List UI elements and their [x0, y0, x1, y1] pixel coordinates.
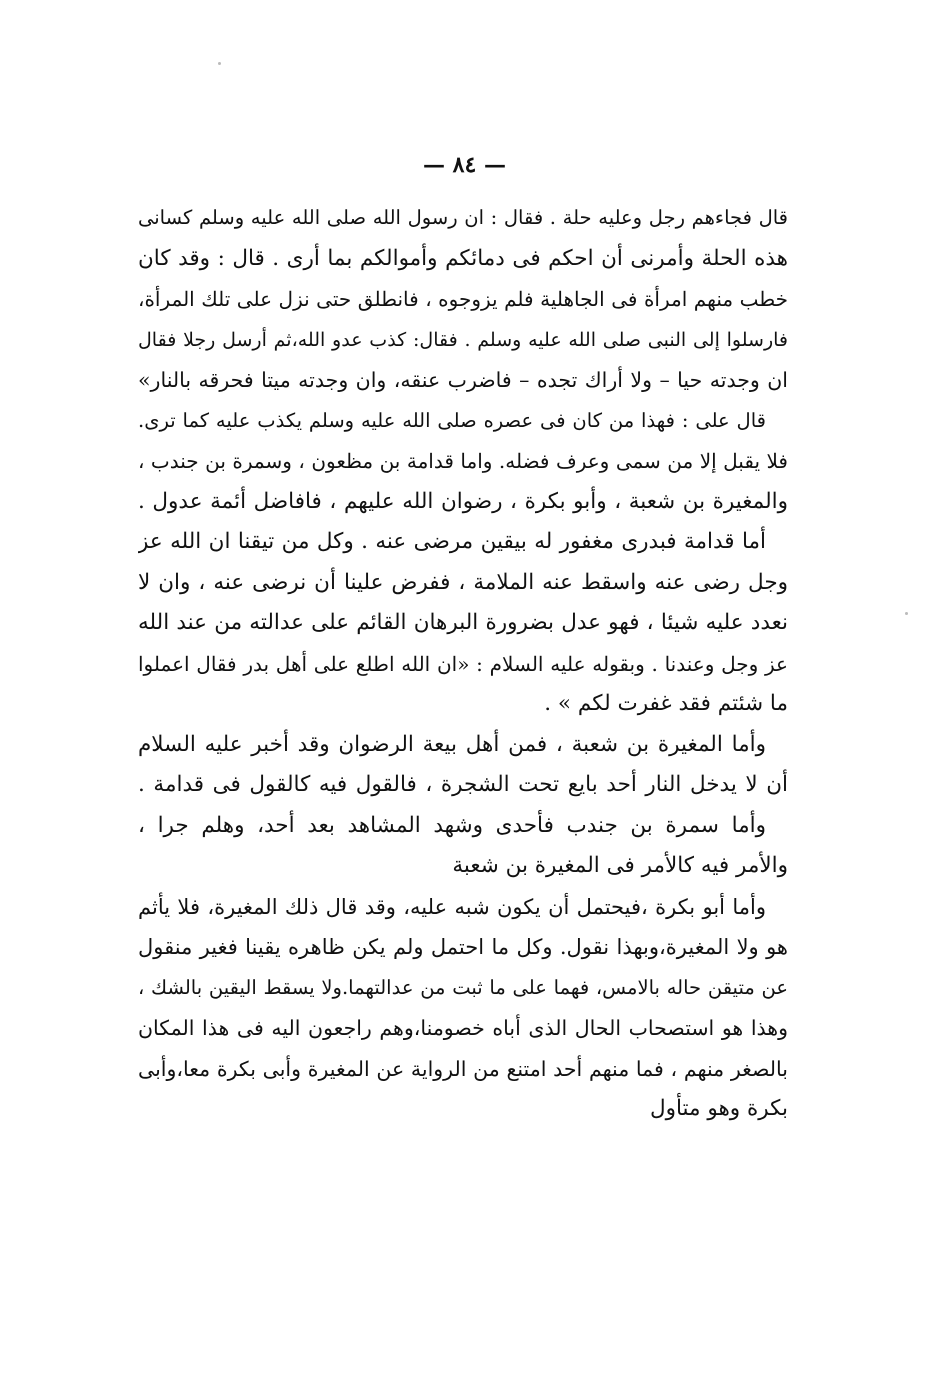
text-line: وأما المغيرة بن شعبة ، فمن أهل بيعة الرضوان وقد أخبر عليه السلام — [138, 731, 766, 757]
scan-speck — [218, 62, 221, 65]
text-line: خطب منهم امرأة فى الجاهلية فلم يزوجوه ، فانطلق حتى نزل على تلك المرأة، — [138, 287, 788, 311]
scan-speck — [905, 612, 908, 615]
text-line: هو ولا المغيرة،وبهذا نقول. وكل ما احتمل ولم يكن ظاهره يقينا فغير منقول — [138, 935, 788, 959]
page-number: — ٨٤ — — [423, 152, 506, 178]
text-line: بالصغر منهم ، فما منهم أحد امتنع من الرواية عن المغيرة وأبى بكرة معا،وأبى — [138, 1056, 788, 1081]
text-line: والمغيرة بن شعبة ، وأبو بكرة ، رضوان الله عليهم ، فافاضل أئمة عدول . — [138, 488, 788, 514]
text-line: وأما أبو بكرة ،فيحتمل أن يكون شبه عليه، وقد قال ذلك المغيرة، فلا يأثم — [138, 894, 766, 919]
text-line: قال على : فهذا من كان فى عصره صلى الله عليه وسلم يكذب عليه كما ترى. — [138, 408, 766, 432]
text-line: ما شئتم فقد غفرت لكم » . — [544, 691, 788, 716]
text-line: بكرة وهو متأول — [649, 1096, 788, 1121]
text-line: عن متيقن حاله بالامس، فهما على ما ثبت من عدالتهما.ولا يسقط اليقين بالشك ، — [138, 975, 788, 999]
text-line: أما قدامة فبدرى مغفور له بيقين مرضى عنه . وكل من تيقنا ان الله عز — [138, 529, 766, 554]
text-line: وهذا هو استصحاب الحال الذى أباه خصومنا،وهم راجعون اليه فى هذا المكان — [138, 1016, 788, 1040]
text-line: عز وجل وعندنا . وبقوله عليه السلام : «ان الله اطلع على أهل بدر فقال اعملوا — [138, 651, 788, 676]
text-line: وجل رضى عنه واسقط عنه الملامة ، ففرض علينا أن نرضى عنه ، وان لا — [138, 569, 788, 595]
text-line: فارسلوا إلى النبى صلى الله عليه وسلم . فقال: كذب عدو الله،ثم أرسل رجلا فقال — [138, 328, 788, 351]
text-line: ان وجدته حيا – ولا أراك تجده – فاضرب عنقه، وان وجدته ميتا فحرقه بالنار» — [138, 368, 788, 392]
text-line: هذه الحلة وأمرنى أن احكم فى دمائكم وأموالكم بما أرى . قال : وقد كان — [138, 245, 788, 271]
text-line: قال فجاءهم رجل وعليه حلة . فقال : ان رسول الله صلى الله عليه وسلم كسانى — [138, 206, 788, 229]
text-line: والأمر فيه كالأمر فى المغيرة بن شعبة — [452, 853, 788, 878]
body-text — [138, 198, 788, 1130]
text-line: وأما سمرة بن جندب فأحدى وشهد المشاهد بعد أحد، وهلم جرا ، — [138, 812, 766, 838]
text-line: فلا يقبل إلا من سمى وعرف فضله. واما قدامة بن مظعون ، وسمرة بن جندب ، — [138, 449, 788, 473]
text-line: نعدد عليه شيئا ، فهو عدل بضرورة البرهان القائم على عدالته من عند الله — [138, 610, 788, 635]
text-line: أن لا يدخل النار أحد بايع تحت الشجرة ، فالقول فيه كالقول فى قدامة . — [138, 772, 788, 797]
